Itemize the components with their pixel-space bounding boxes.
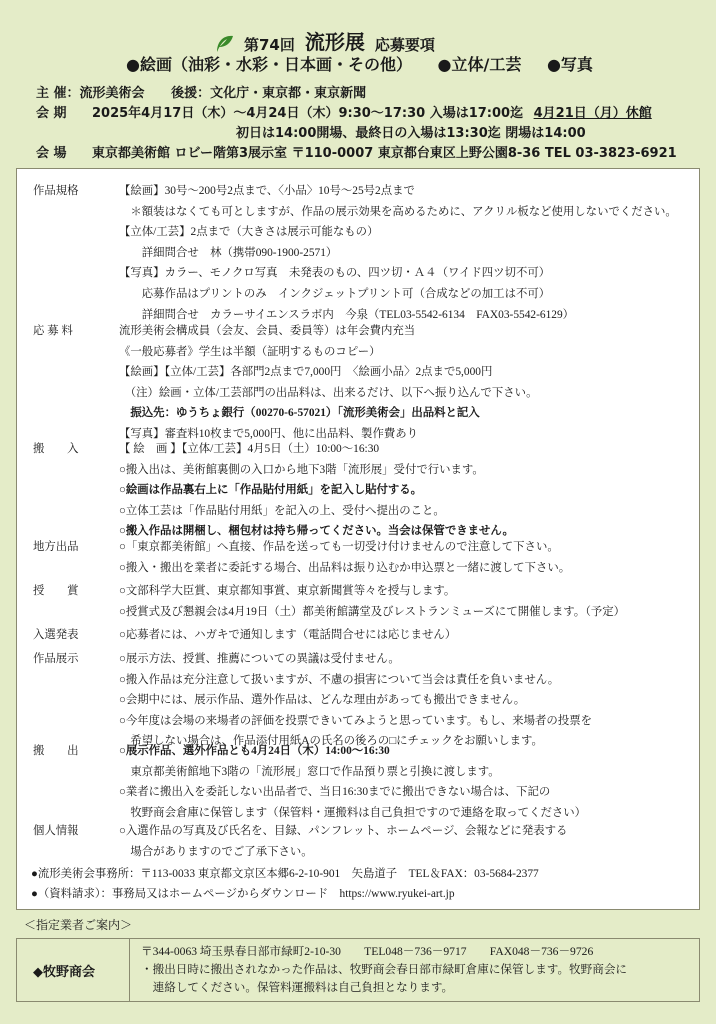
rules-line: 詳細問合せ 林（携帯090-1900-2571） <box>119 246 338 259</box>
vendor-name: ◆牧野商会 <box>33 965 95 980</box>
venue: 東京都美術館 ロビー階第3展示室 〒110-0007 東京都台東区上野公園8-36 TEL 03-3823-6921 <box>92 146 677 161</box>
remote-line: ○搬入・搬出を業者に委託する場合、出品料は振り込むか申込票と一緒に渡して下さい。 <box>119 561 571 574</box>
exhibition-number: 第74回 <box>244 36 295 54</box>
delivery-line: ○搬入出は、美術館裏側の入口から地下3階「流形展」受付で行います。 <box>119 463 484 476</box>
rules-line: 【立体/工芸】2点まで（大きさは展示可能なもの） <box>119 226 379 239</box>
announce-line: ○応募者には、ハガキで通知します（電話問合せには応じません） <box>119 629 457 641</box>
pickup-line: 東京都美術館地下3階の「流形展」窓口で作品預り票と引換に渡します。 <box>119 765 500 778</box>
display-line: ○会期中には、展示作品、選外作品は、どんな理由があっても搬出できません。 <box>119 694 526 707</box>
display-line: ○搬入作品は充分注意して扱いますが、不慮の損害について当会は責任を負いません。 <box>119 673 560 686</box>
closed-day: 4月21日（月）休館 <box>533 106 652 121</box>
vendor-heading: ＜指定業者ご案内＞ <box>24 918 133 932</box>
delivery-line: ○立体工芸は「作品貼付用紙」を記入の上、受付へ提出のこと。 <box>119 504 445 517</box>
guidelines-box <box>16 168 700 910</box>
office-info: ●流形美術会事務所：〒113-0033 東京都文京区本郷6-2-10-901 矢島道子 TEL＆FAX：03-5684-2377 <box>31 868 539 880</box>
section-label: 授 賞 <box>33 585 79 597</box>
category-sculpture: ●立体/工芸 <box>437 55 522 74</box>
exhibition-subtitle: 応募要項 <box>374 36 435 54</box>
awards-line: ○文部科学大臣賞、東京都知事賞、東京新聞賞等々を授与します。 <box>119 585 456 597</box>
vendor-divider <box>129 939 130 1001</box>
period-label: 会 期 <box>36 106 67 121</box>
section-label: 搬 出 <box>33 745 79 757</box>
privacy-line: 場合がありますのでご了承下さい。 <box>119 845 313 858</box>
category-painting: ●絵画（油彩・水彩・日本画・その他） <box>126 55 412 74</box>
venue-label: 会 場 <box>36 146 67 161</box>
fee-line: 【絵画】【立体/工芸】各部門2点まで7,000円 〈絵画小品〉2点まで5,000円 <box>119 366 493 379</box>
vendor-box <box>16 938 700 1002</box>
vendor-line: 〒344-0063 埼玉県春日部市緑町2-10-30 TEL048－736－9717 FAX048－736－9726 <box>141 945 594 958</box>
display-line: ○展示方法、授賞、推薦についての異議は受付ません。 <box>119 653 400 665</box>
section-label: 応 募 料 <box>33 325 73 337</box>
rules-line: ＊額装はなくても可としますが、作品の展示効果を高めるために、アクリル板など使用しないでください。 <box>119 205 677 218</box>
rules-line: 応募作品はプリントのみ インクジェットプリント可（合成などの加工は不可） <box>119 287 551 300</box>
section-label: 作品展示 <box>33 653 79 665</box>
sponsor-label: 後援： <box>171 86 211 101</box>
display-line: ○今年度は会場の来場者の評価を投票できいてみようと思っています。もし、来場者の投票を <box>119 714 592 727</box>
section-label: 作品規格 <box>33 185 79 197</box>
organizer-line <box>36 82 366 101</box>
pickup-line: ○業者に搬出入を委託しない出品者で、当日16:30までに搬出できない場合は、下記の <box>119 786 551 799</box>
organizer: 流形美術会 <box>79 86 145 101</box>
rules-line: 詳細問合せ カラーサイエンスラボ内 今泉（TEL03-5542-6134 FAX03-5542-6129） <box>119 308 575 321</box>
fee-line: 【写真】審査料10枚まで5,000円、他に出品料、製作費あり <box>119 427 419 440</box>
awards-line: ○授賞式及び懇親会は4月19日（土）都美術館講堂及びレストランミューズにて開催します。（予定） <box>119 605 626 618</box>
sponsor: 文化庁・東京都・東京新聞 <box>210 86 367 101</box>
period-note: 初日は14:00開場、最終日の入場は13:30迄 閉場は14:00 <box>236 126 586 141</box>
delivery-line: 【 絵 画 】【立体/工芸】4月5日（土）10:00～16:30 <box>119 443 380 455</box>
rules-line: 【写真】カラー、モノクロ写真 未発表のもの、四ツ切・Ａ４（ワイド四ツ切不可） <box>119 267 551 280</box>
vendor-line: ・搬出日時に搬出されなかった作品は、牧野商会春日部市緑町倉庫に保管します。牧野商会に <box>141 963 628 976</box>
categories <box>126 52 613 75</box>
request-info: ●（資料請求）：事務局又はホームページからダウンロード https://www.ryukei-art.jp <box>31 888 455 900</box>
display-line: 希望しない場合は、作品添付用紙Aの氏名の後ろの□にチェックをお願いします。 <box>119 735 543 748</box>
pickup-line: 牧野商会倉庫に保管します（保管料・運搬料は自己負担ですので連絡を取ってください） <box>119 806 587 819</box>
section-label: 地方出品 <box>33 541 79 553</box>
pickup-line: ○展示作品、選外作品とも4月24日（木）14:00～16:30 <box>119 745 390 757</box>
exhibition-title: 流形展 <box>304 30 365 54</box>
section-label: 搬 入 <box>33 443 79 455</box>
organizer-label: 主 催： <box>36 86 80 101</box>
period: 2025年4月17日（木）～4月24日（木）9:30～17:30 入場は17:00迄 <box>92 106 524 121</box>
vendor-line: 連絡してください。保管料運搬料は自己負担となります。 <box>141 981 454 994</box>
section-label: 個人情報 <box>33 825 79 837</box>
privacy-line: ○入選作品の写真及び氏名を、目録、パンフレット、ホームページ、会報などに発表する <box>119 825 568 837</box>
title-row <box>214 26 435 55</box>
delivery-line: ○絵画は作品裏右上に「作品貼付用紙」を記入し貼付する。 <box>119 484 423 497</box>
venue-line <box>36 142 677 161</box>
category-photo: ●写真 <box>546 55 593 74</box>
fee-line: 流形美術会構成員（会友、会員、委員等）は年会費内充当 <box>119 325 416 337</box>
fee-line: 《一般応募者》学生は半額（証明するものコピー） <box>119 345 381 358</box>
fee-line: （注）絵画・立体/工芸部門の出品料は、出来るだけ、以下へ振り込んで下さい。 <box>119 386 538 399</box>
rules-line: 【絵画】30号～200号2点まで、〈小品〉10号～25号2点まで <box>119 185 415 197</box>
delivery-line: ○搬入作品は開梱し、梱包材は持ち帰ってください。当会は保管できません。 <box>119 525 514 538</box>
fee-line: 振込先：ゆうちょ銀行（00270-6-57021）「流形美術会」出品料と記入 <box>119 407 480 420</box>
remote-line: ○「東京都美術館」へ直接、作品を送っても一切受け付けませんので注意して下さい。 <box>119 541 559 553</box>
period-line <box>36 102 652 121</box>
section-label: 入選発表 <box>33 629 79 641</box>
